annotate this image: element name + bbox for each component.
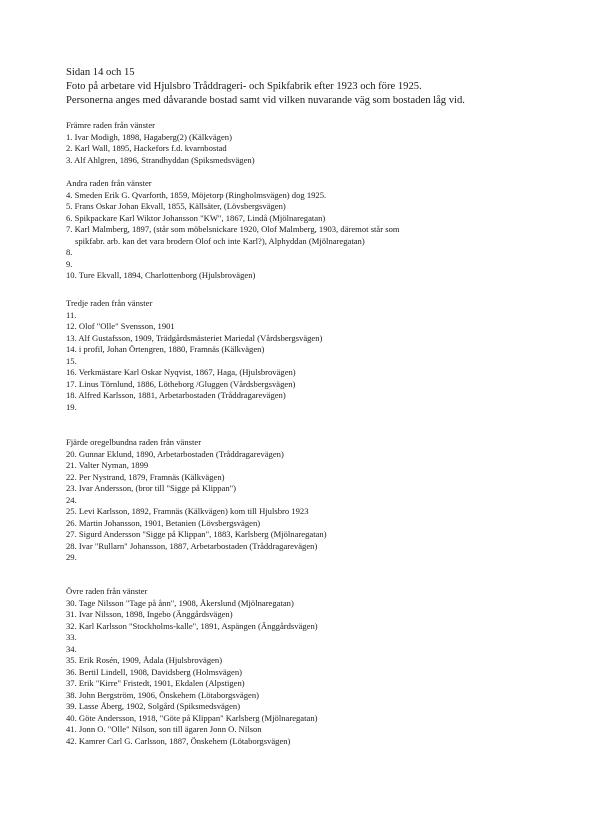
list-item: 10. Ture Ekvall, 1894, Charlottenborg (Hjulsbrovägen) [66, 270, 256, 280]
document-header [66, 66, 465, 108]
list-item: 16. Verkmästare Karl Oskar Nyqvist, 1867, Haga, (Hjulsbrovägen) [66, 367, 296, 377]
section-heading: Tredje raden från vänster [66, 298, 153, 308]
address-note: Personerna anges med dåvarande bostad samt vid vilken nuvarande väg som bostaden låg vid. [66, 95, 465, 106]
photo-description: Foto på arbetare vid Hjulsbro Tråddrageri- och Spikfabrik efter 1923 och före 1925. [66, 81, 422, 92]
section-fourth-row [66, 437, 327, 564]
list-item: 25. Levi Karlsson, 1892, Framnäs (Kälkvägen) kom till Hjulsbro 1923 [66, 506, 309, 516]
list-item: 12. Olof "Olle" Svensson, 1901 [66, 321, 175, 331]
list-item: 32. Karl Karlsson "Stockholms-kalle", 1891, Aspängen (Änggårdsvägen) [66, 620, 318, 631]
list-item: 22. Per Nystrand, 1879, Framnäs (Kälkvägen) [66, 471, 225, 482]
list-item: 34. [66, 643, 77, 654]
list-item: 13. Alf Gustafsson, 1909, Trädgårdsmästeriet Mariedal (Vårdsbergsvägen) [66, 332, 323, 343]
list-item: 21. Valter Nyman, 1899 [66, 460, 149, 470]
section-front-row [66, 120, 255, 166]
list-item: 33. [66, 632, 77, 642]
list-item: 19. [66, 401, 77, 412]
list-item: 20. Gunnar Eklund, 1890, Arbetarbostaden (Tråddragarevägen) [66, 448, 284, 459]
list-item: 1. Ivar Modigh, 1898, Hagaberg(2) (Kälkvägen) [66, 131, 232, 142]
list-item: 18. Alfred Karlsson, 1881, Arbetarbostaden (Tråddragarevägen) [66, 390, 286, 400]
section-heading: Fjärde oregelbundna raden från vänster [66, 437, 202, 447]
list-item: 5. Frans Oskar Johan Ekvall, 1855, Källsäter, (Lövsbergsvägen) [66, 201, 286, 211]
list-item: 35. Erik Rosén, 1909, Ådala (Hjulsbrovägen) [66, 655, 223, 665]
list-item: 11. [66, 309, 77, 320]
list-item: 38. John Bergström, 1906, Önskehem (Lötaborgsvägen) [66, 689, 260, 700]
list-item: 8. [66, 247, 73, 257]
list-item: 31. Ivar Nilsson, 1898, Ingebo (Änggårdsvägen) [66, 609, 233, 619]
list-item: 37. Erik "Kirre" Fristedt, 1901, Ekdalen (Alpstigen) [66, 678, 245, 688]
list-item: 29. [66, 552, 77, 562]
list-item: 9. [66, 258, 73, 269]
section-third-row [66, 298, 322, 413]
list-item: 36. Bertil Lindell, 1908, Davidsberg (Holmsvägen) [66, 666, 242, 677]
list-item-continuation: spikfabr. arb. kan det vara brodern Olof och inte Karl?), Alphyddan (Mjölnaregatan) [75, 235, 365, 246]
list-item: 17. Linus Törnlund, 1886, Lötheborg /Gluggen (Vårdsbergsvägen) [66, 378, 296, 389]
list-item: 4. Smeden Erik G. Qvarforth, 1859, Möjetorp (Ringholmsvägen) dog 1925. [66, 189, 327, 200]
list-item: 40. Göte Andersson, 1918, "Göte på Klippan" Karlsberg (Mjölnaregatan) [66, 712, 318, 723]
list-item: 15. [66, 355, 77, 366]
list-item: 14. i profil, Johan Örtengren, 1880, Framnäs (Kälkvägen) [66, 344, 265, 354]
list-item: 7. Karl Malmberg, 1897, (står som möbelsnickare 1920, Olof Malmberg, 1903, däremot står som [66, 224, 400, 234]
section-heading: Främre raden från vänster [66, 120, 155, 130]
list-item: 42. Kamrer Carl G. Carlsson, 1887, Önskehem (Lötaborgsvägen) [66, 735, 291, 746]
list-item: 2. Karl Wall, 1895, Hackefors f.d. kvarnbostad [66, 143, 227, 153]
section-heading: Övre raden från vänster [66, 586, 148, 596]
list-item: 41. Jonn O. "Olle" Nilson, son till ägaren Jonn O. Nilson [66, 724, 262, 734]
section-second-row [66, 178, 400, 282]
list-item: 27. Sigurd Andersson "Sigge på Klippan", 1883, Karlsberg (Mjölnaregatan) [66, 529, 327, 539]
section-heading: Andra raden från vänster [66, 178, 152, 188]
list-item: 3. Alf Ahlgren, 1896, Strandhyddan (Spiksmedsvägen) [66, 154, 255, 165]
list-item: 28. Ivar "Rullarn" Johansson, 1887, Arbetarbostaden (Tråddragarevägen) [66, 540, 318, 551]
list-item: 30. Tage Nilsson "Tage på ånn", 1908, Åkerslund (Mjölnaregatan) [66, 597, 294, 608]
list-item: 23. Ivar Andersson, (bror till "Sigge på Klippan") [66, 483, 237, 493]
list-item: 26. Martin Johansson, 1901, Betanien (Lövsbergsvägen) [66, 517, 261, 528]
list-item: 39. Lasse Åberg, 1902, Solgård (Spiksmedsvägen) [66, 701, 241, 711]
page-reference: Sidan 14 och 15 [66, 67, 135, 78]
list-item: 24. [66, 494, 77, 505]
section-top-row [66, 586, 318, 747]
list-item: 6. Spikpackare Karl Wiktor Johansson "KW", 1867, Lindå (Mjölnaregatan) [66, 212, 326, 223]
